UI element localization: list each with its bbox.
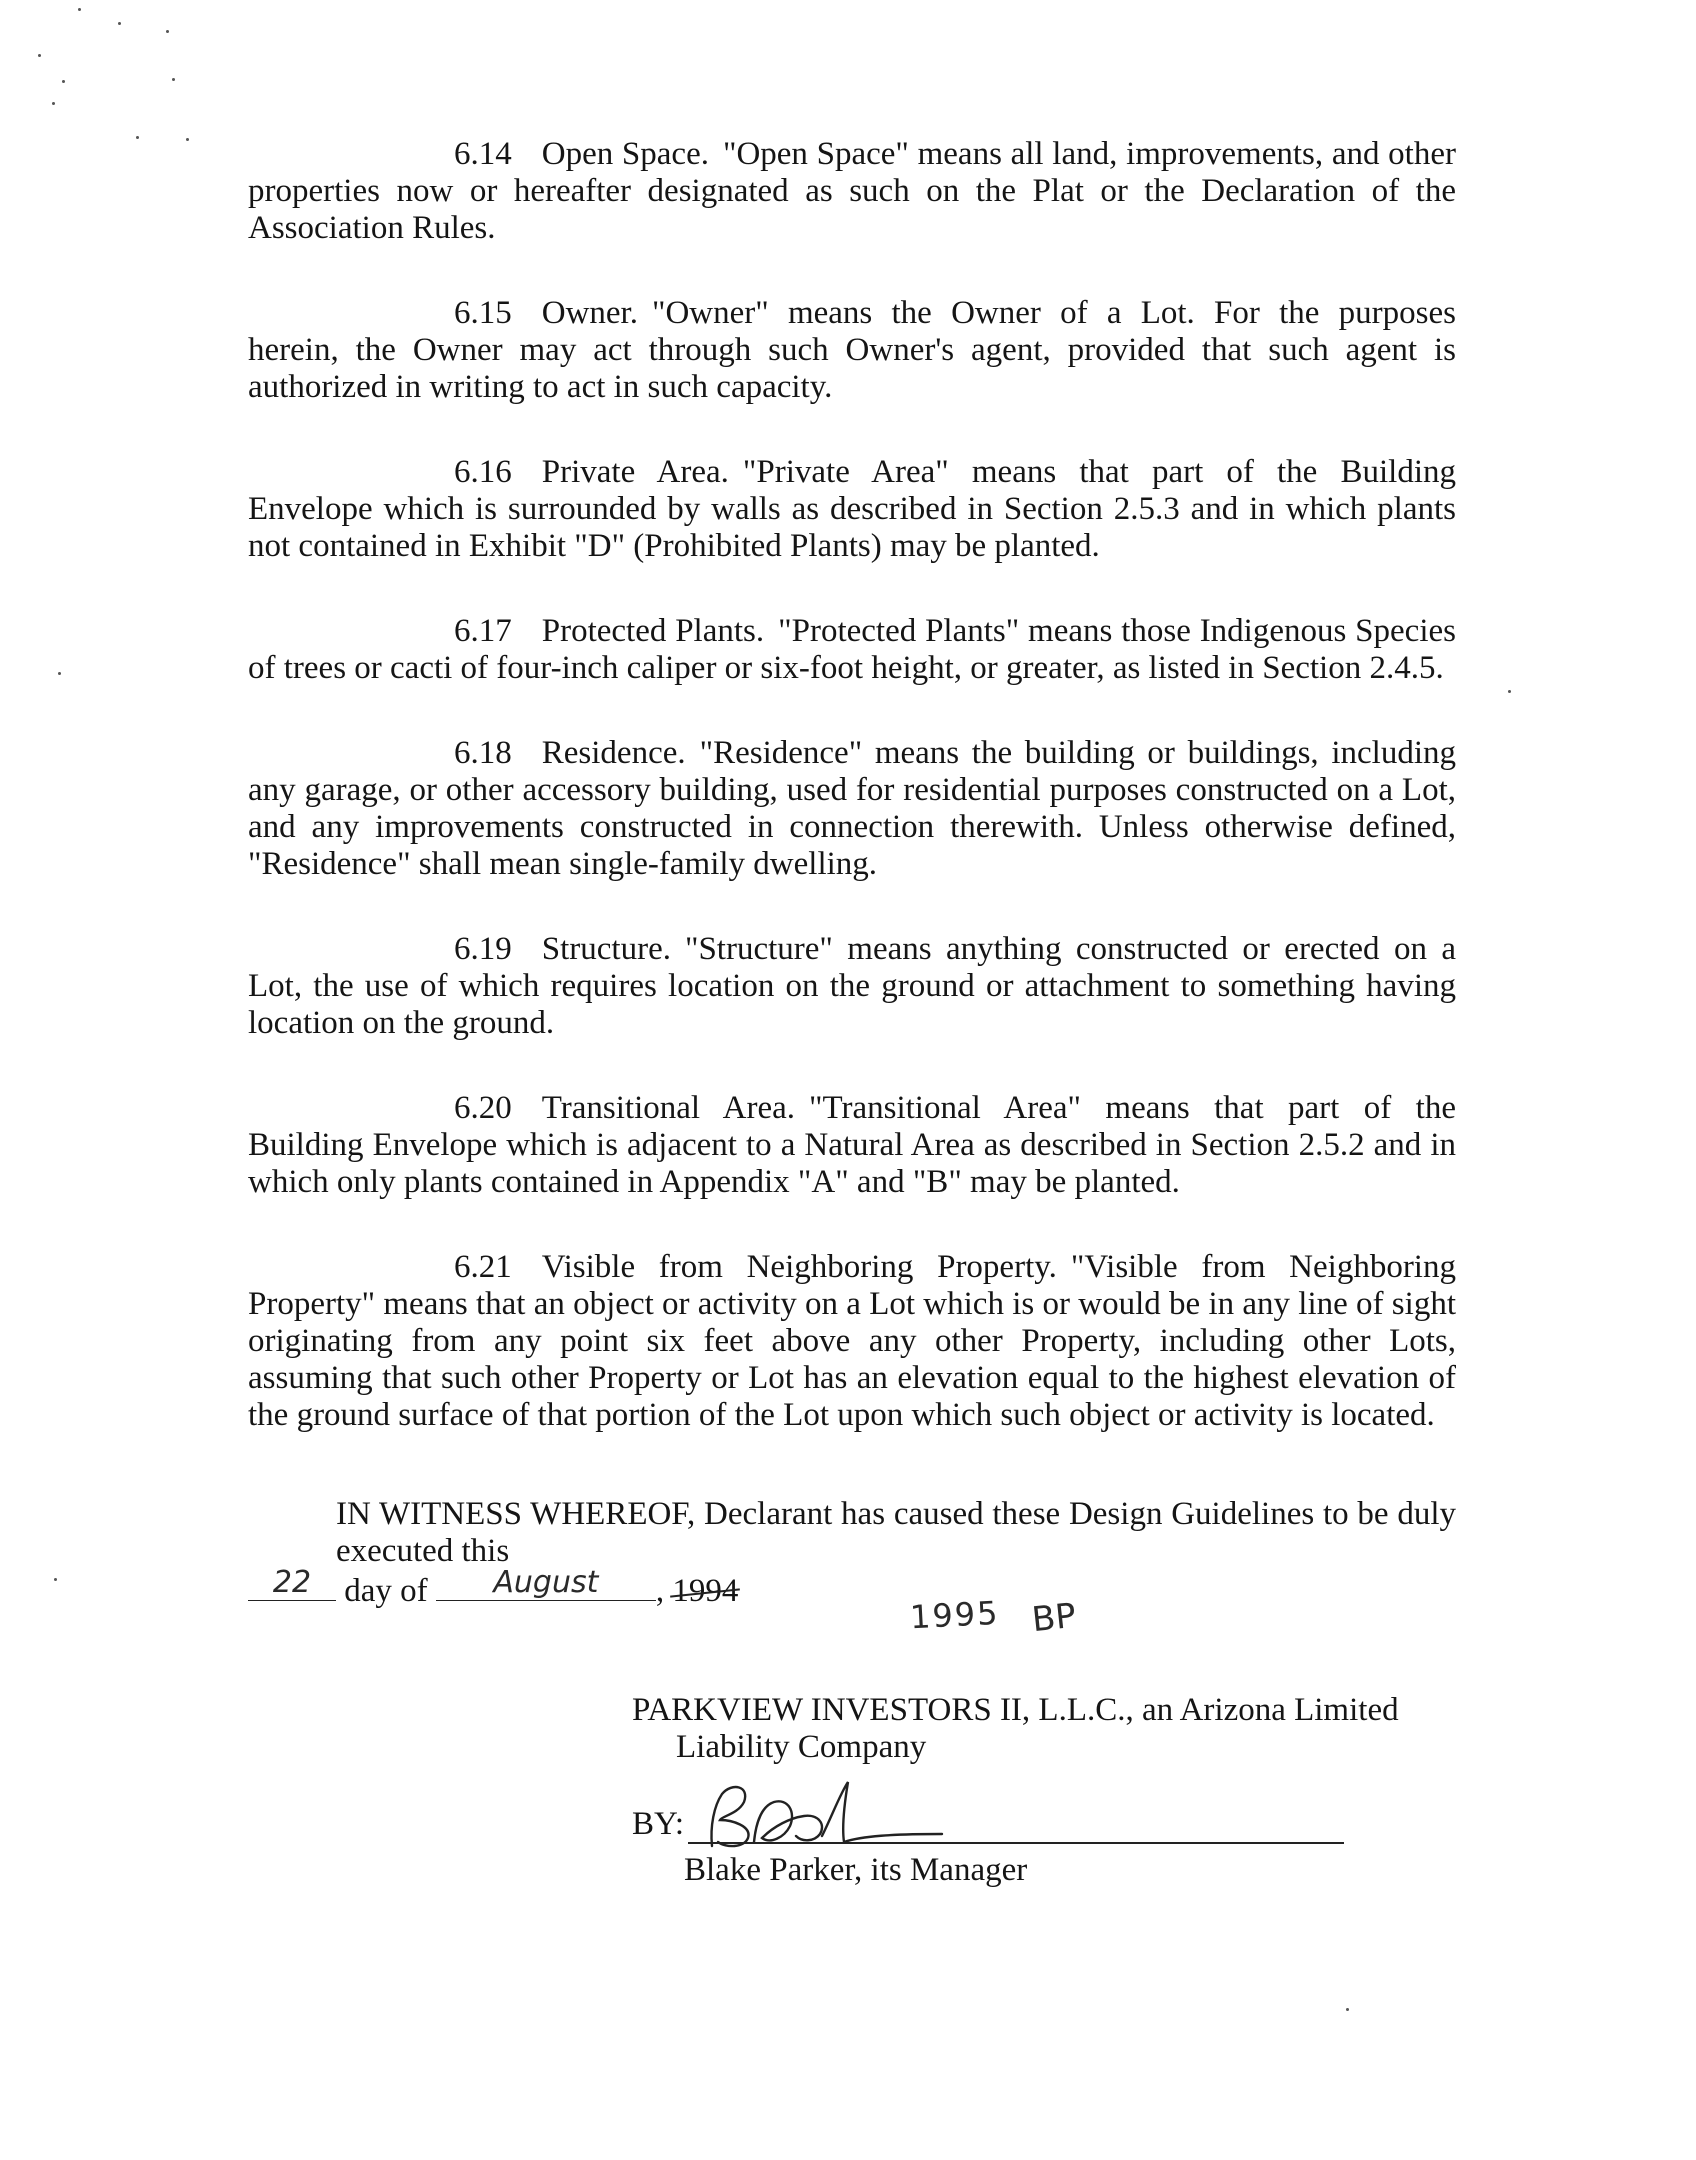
section-text: "Transitional Area" means that part of the Building Envelope which is adjacent to a Natural Area as described in Section 2.5.2 and in which only plants contained in Appendix "A" and "B" may be planted. xyxy=(248,1090,1456,1200)
section-heading: Owner. xyxy=(541,295,638,331)
company-name-line1: PARKVIEW INVESTORS II, L.L.C., an Arizona Limited xyxy=(632,1692,1399,1728)
section-heading: Open Space. xyxy=(541,136,709,172)
scan-speck xyxy=(118,22,121,25)
section-6-17 xyxy=(248,613,1456,687)
signature-block xyxy=(632,1692,1432,1889)
section-6-16 xyxy=(248,454,1456,565)
section-6-15 xyxy=(248,295,1456,406)
section-heading: Structure. xyxy=(541,931,671,967)
scan-speck xyxy=(172,78,175,81)
section-number: 6.21 xyxy=(454,1249,512,1285)
witness-lead-text: IN WITNESS WHEREOF, Declarant has caused these Design Guidelines to be duly executed this xyxy=(336,1496,1456,1569)
section-text: "Owner" means the Owner of a Lot. For the purposes herein, the Owner may act through such Owner's agent, provided that such agent is authorized in writing to act in such capacity. xyxy=(248,295,1456,405)
section-heading: Transitional Area. xyxy=(541,1090,796,1126)
scan-speck xyxy=(78,8,81,11)
day-of-label: day of xyxy=(344,1573,428,1609)
section-number: 6.15 xyxy=(454,295,512,331)
section-heading: Visible from Neighboring Property. xyxy=(541,1249,1057,1285)
scan-speck xyxy=(186,138,189,141)
section-heading: Private Area. xyxy=(541,454,729,490)
witness-clause xyxy=(248,1496,1456,1610)
date-separator: , xyxy=(655,1573,665,1609)
scan-speck xyxy=(52,102,55,105)
scan-speck xyxy=(136,136,139,139)
section-6-14 xyxy=(248,136,1456,247)
handwritten-month: August xyxy=(493,1565,599,1600)
by-label: BY: xyxy=(632,1806,684,1842)
section-number: 6.14 xyxy=(454,136,512,172)
scan-speck xyxy=(1346,2008,1349,2011)
section-6-20 xyxy=(248,1090,1456,1201)
month-blank xyxy=(436,1565,656,1601)
section-6-19 xyxy=(248,931,1456,1042)
section-text: "Visible from Neighboring Property" means that an object or activity on a Lot which is or would be in any line of sight originating from any point six feet above any other Property, including other Lots, assuming that such other Property or Lot has an elevation equal to the highest elevation of the ground surface of that portion of the Lot upon which such object or activity is located. xyxy=(248,1249,1456,1433)
day-blank xyxy=(248,1565,336,1601)
section-heading: Protected Plants. xyxy=(541,613,765,649)
section-text: "Structure" means anything constructed or erected on a Lot, the use of which requires location on the ground or attachment to something having location on the ground. xyxy=(248,931,1456,1041)
section-6-21 xyxy=(248,1249,1456,1434)
scan-speck xyxy=(1508,690,1511,693)
scan-speck xyxy=(62,80,65,83)
by-row xyxy=(632,1806,1432,1846)
scan-speck xyxy=(58,672,61,675)
handwritten-year-correction: 1995 xyxy=(909,1593,1001,1637)
section-heading: Residence. xyxy=(541,735,686,771)
section-text: "Residence" means the building or buildings, including any garage, or other accessory building, used for residential purposes constructed on a Lot, and any improvements constructed in connection therewith. Unless otherwise defined, "Residence" shall mean single-family dwelling. xyxy=(248,735,1456,882)
scan-speck xyxy=(166,30,169,33)
handwritten-day: 22 xyxy=(272,1565,312,1600)
section-6-18 xyxy=(248,735,1456,883)
section-number: 6.20 xyxy=(454,1090,512,1126)
definitions-body xyxy=(248,136,1456,1610)
company-name-line2: Liability Company xyxy=(676,1729,927,1765)
section-text: "Protected Plants" means those Indigenous Species of trees or cacti of four-inch caliper or six-foot height, or greater, as listed in Section 2.4.5. xyxy=(248,613,1456,686)
handwritten-initials: BP xyxy=(1030,1595,1078,1641)
struck-year: 1994 xyxy=(672,1573,739,1609)
section-text: "Private Area" means that part of the Building Envelope which is surrounded by walls as described in Section 2.5.3 and in which plants not contained in Exhibit "D" (Prohibited Plants) may be planted. xyxy=(248,454,1456,564)
section-number: 6.17 xyxy=(454,613,512,649)
section-text: "Open Space" means all land, improvements, and other properties now or hereafter designated as such on the Plat or the Declaration of the Association Rules. xyxy=(248,136,1456,246)
section-number: 6.16 xyxy=(454,454,512,490)
handwritten-signature-icon xyxy=(692,1776,1012,1866)
section-number: 6.19 xyxy=(454,931,512,967)
scan-speck xyxy=(54,1578,57,1581)
signer-name: Blake Parker, its Manager xyxy=(684,1852,1028,1888)
section-number: 6.18 xyxy=(454,735,512,771)
scan-speck xyxy=(38,54,41,57)
